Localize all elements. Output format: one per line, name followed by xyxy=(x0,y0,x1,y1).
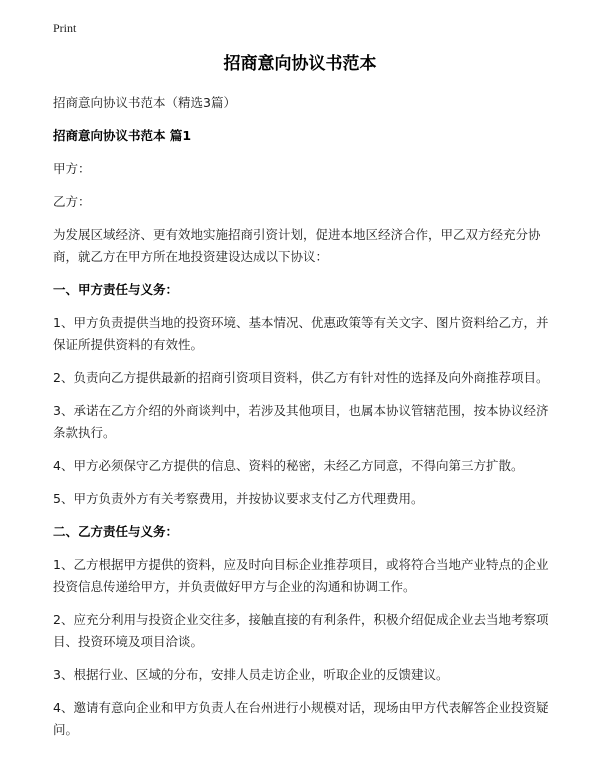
section-2-heading: 二、乙方责任与义务： xyxy=(53,524,179,539)
party-b-label: 乙方： xyxy=(53,194,91,209)
section-1-item: 4、甲方必须保守乙方提供的信息、资料的秘密，未经乙方同意，不得向第三方扩散。 xyxy=(53,458,524,473)
section-1-item: 2、负责向乙方提供最新的招商引资项目资料，供乙方有针对性的选择及向外商推荐项目。 xyxy=(53,370,549,385)
article-heading: 招商意向协议书范本 篇1 xyxy=(53,128,192,143)
section-2-item: 1、乙方根据甲方提供的资料，应及时向目标企业推荐项目，或将符合当地产业特点的企业投资信息传递给甲方，并负责做好甲方与企业的沟通和协调工作。 xyxy=(53,557,549,594)
section-1-item: 3、承诺在乙方介绍的外商谈判中，若涉及其他项目，也属本协议管辖范围，按本协议经济条款执行。 xyxy=(53,403,549,440)
section-2-item: 4、邀请有意向企业和甲方负责人在台州进行小规模对话，现场由甲方代表解答企业投资疑问。 xyxy=(53,700,549,737)
section-1-item: 1、甲方负责提供当地的投资环境、基本情况、优惠政策等有关文字、图片资料给乙方，并保证所提供资料的有效性。 xyxy=(53,315,549,352)
document-title: 招商意向协议书范本 xyxy=(223,54,377,74)
print-link[interactable]: Print xyxy=(53,21,77,35)
document-subtitle: 招商意向协议书范本（精选3篇） xyxy=(53,95,236,110)
section-1-item: 5、甲方负责外方有关考察费用，并按协议要求支付乙方代理费用。 xyxy=(53,491,424,506)
intro-paragraph: 为发展区域经济、更有效地实施招商引资计划，促进本地区经济合作，甲乙双方经充分协商，就乙方在甲方所在地投资建设达成以下协议： xyxy=(53,227,541,264)
party-a-label: 甲方： xyxy=(53,161,91,176)
document-body xyxy=(53,92,553,752)
section-1-heading: 一、甲方责任与义务： xyxy=(53,282,179,297)
section-2-item: 2、应充分利用与投资企业交往多，接触直接的有利条件，积极介绍促成企业去当地考察项目、投资环境及项目洽谈。 xyxy=(53,612,549,649)
section-2-item: 3、根据行业、区域的分布，安排人员走访企业，听取企业的反馈建议。 xyxy=(53,667,449,682)
